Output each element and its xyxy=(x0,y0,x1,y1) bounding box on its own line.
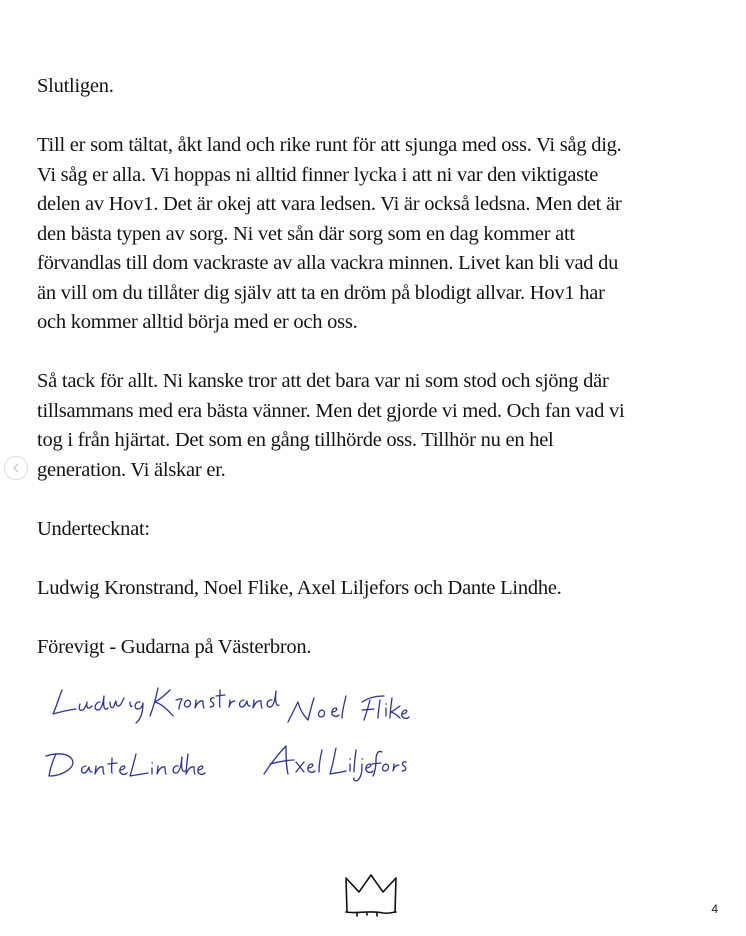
carousel-previous-button[interactable] xyxy=(4,456,28,480)
paragraph-line: generation. Vi älskar er. xyxy=(37,458,226,481)
crown-logo xyxy=(343,872,401,918)
paragraph-line: den bästa typen av sorg. Ni vet sån där sorg som en dag kommer att xyxy=(37,222,575,245)
signature-dante-lindhe xyxy=(46,754,205,776)
paragraph-line: tillsammans med era bästa vänner. Men det gjorde vi med. Och fan vad vi xyxy=(37,399,625,422)
paragraph-line: tog i från hjärtat. Det som en gång tillhörde oss. Tillhör nu en hel xyxy=(37,429,554,451)
paragraph-line: delen av Hov1. Det är okej att vara ledsen. Vi är också ledsna. Men det är xyxy=(37,193,622,215)
paragraph-line: Så tack för allt. Ni kanske tror att det bara var ni som stod och sjöng där xyxy=(37,370,609,392)
signature-ludwig-kronstrand xyxy=(53,688,279,723)
signatory-names: Ludwig Kronstrand, Noel Flike, Axel Liljefors och Dante Lindhe. xyxy=(37,576,562,599)
signature-noel-flike xyxy=(288,696,409,722)
letter-closing: Förevigt - Gudarna på Västerbron. xyxy=(37,635,312,658)
page-number: 4 xyxy=(711,902,718,916)
paragraph-line: än vill om du tillåter dig själv att ta en dröm på blodigt allvar. Hov1 har xyxy=(37,281,605,304)
handwritten-signatures xyxy=(40,680,420,790)
letter-text xyxy=(37,72,727,692)
paragraph-line: förvandlas till dom vackraste av alla vackra minnen. Livet kan bli vad du xyxy=(37,252,619,274)
letter-paragraph-1 xyxy=(37,131,727,338)
paragraph-line: Till er som tältat, åkt land och rike runt för att sjunga med oss. Vi såg dig. xyxy=(37,134,622,156)
paragraph-line: och kommer alltid börja med er och oss. xyxy=(37,311,358,333)
letter-paragraph-2 xyxy=(37,367,727,485)
chevron-left-icon xyxy=(11,463,21,473)
paragraph-line: Vi såg er alla. Vi hoppas ni alltid finner lycka i att ni var den viktigaste xyxy=(37,163,599,186)
signed-label: Undertecknat: xyxy=(37,517,150,540)
letter-opening: Slutligen. xyxy=(37,75,114,97)
signature-axel-liljefors xyxy=(264,746,406,781)
